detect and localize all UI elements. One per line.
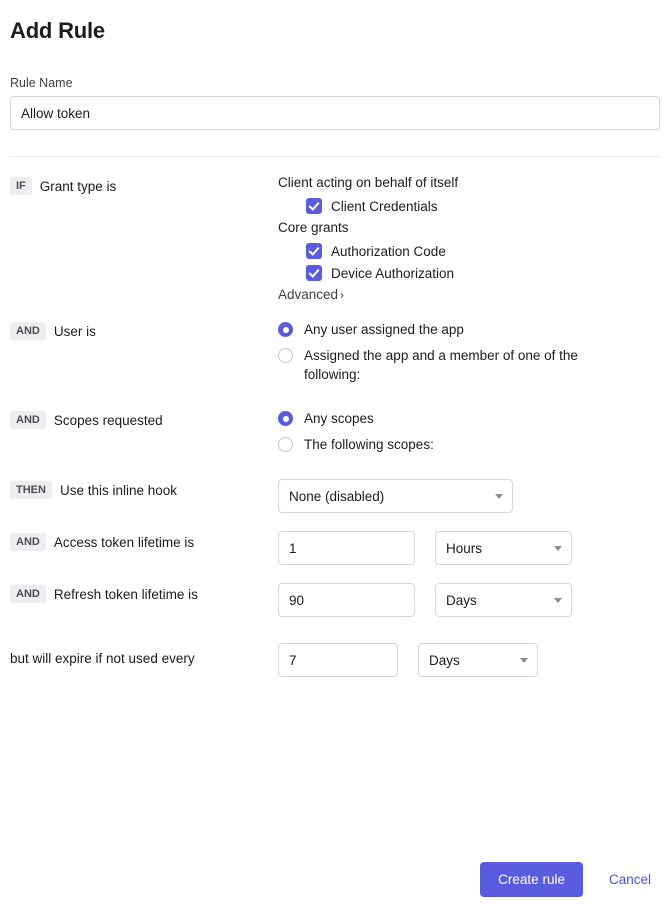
checkbox-icon[interactable] xyxy=(306,265,322,281)
grant-group-label-core: Core grants xyxy=(278,220,349,235)
page-title: Add Rule xyxy=(10,18,105,43)
add-rule-page xyxy=(0,10,667,911)
form-footer xyxy=(480,862,657,897)
grant-type-condition-label xyxy=(10,175,278,196)
advanced-toggle[interactable] xyxy=(278,287,657,302)
inline-hook-values xyxy=(278,479,657,513)
chip-and: AND xyxy=(10,322,46,340)
access-token-text: Access token lifetime is xyxy=(53,535,195,550)
chevron-down-icon xyxy=(554,546,562,551)
radio-label: Any user assigned the app xyxy=(304,322,464,337)
cancel-button[interactable]: Cancel xyxy=(603,871,657,888)
inline-hook-condition-label xyxy=(10,479,278,500)
expire-unit-select[interactable] xyxy=(418,643,538,677)
checkbox-label: Authorization Code xyxy=(331,243,446,259)
access-token-unit-value: Hours xyxy=(446,540,483,556)
radio-label: Any scopes xyxy=(304,411,374,426)
inline-hook-select[interactable] xyxy=(278,479,513,513)
refresh-token-unit-select[interactable] xyxy=(435,583,572,617)
chevron-down-icon xyxy=(495,494,503,499)
chevron-down-icon xyxy=(520,658,528,663)
section-divider xyxy=(10,156,660,157)
radio-following-scopes[interactable] xyxy=(278,435,657,454)
chip-and: AND xyxy=(10,411,46,429)
inline-hook-selected-value: None (disabled) xyxy=(289,488,385,504)
refresh-token-lifetime-input[interactable] xyxy=(278,583,415,617)
checkbox-icon[interactable] xyxy=(306,198,322,214)
checkbox-client-credentials[interactable] xyxy=(306,198,657,214)
create-rule-button[interactable]: Create rule xyxy=(480,862,583,897)
radio-label: Assigned the app and a member of one of the following: xyxy=(304,348,578,382)
radio-assigned-member[interactable] xyxy=(278,346,657,384)
grant-type-values xyxy=(278,175,657,302)
condition-row-refresh-token xyxy=(10,583,657,617)
radio-icon[interactable] xyxy=(278,437,293,452)
chevron-down-icon xyxy=(554,598,562,603)
condition-row-user xyxy=(10,320,657,391)
inline-hook-text: Use this inline hook xyxy=(59,483,178,498)
chip-if: IF xyxy=(10,177,32,195)
radio-icon[interactable] xyxy=(278,322,293,337)
access-token-values xyxy=(278,531,657,565)
radio-icon[interactable] xyxy=(278,411,293,426)
scopes-text: Scopes requested xyxy=(53,413,163,428)
user-text: User is xyxy=(53,324,96,339)
checkbox-label: Device Authorization xyxy=(331,265,455,281)
scopes-condition-label xyxy=(10,409,278,430)
checkbox-authorization-code[interactable] xyxy=(306,243,657,259)
condition-row-scopes xyxy=(10,409,657,461)
rule-name-label: Rule Name xyxy=(10,76,73,90)
chip-and: AND xyxy=(10,585,46,603)
rule-name-input[interactable] xyxy=(10,96,660,130)
access-token-lifetime-input[interactable] xyxy=(278,531,415,565)
access-token-condition-label xyxy=(10,531,278,552)
expire-unit-value: Days xyxy=(429,652,460,668)
condition-row-access-token xyxy=(10,531,657,565)
access-token-unit-select[interactable] xyxy=(435,531,572,565)
condition-row-inline-hook xyxy=(10,479,657,513)
checkbox-device-authorization[interactable] xyxy=(306,265,657,281)
chevron-right-icon: › xyxy=(340,288,345,302)
user-condition-label xyxy=(10,320,278,341)
expire-label: but will expire if not used every xyxy=(10,651,195,666)
radio-any-user[interactable] xyxy=(278,320,657,339)
checkbox-icon[interactable] xyxy=(306,243,322,259)
grant-type-text: Grant type is xyxy=(39,179,117,194)
advanced-label: Advanced xyxy=(278,287,339,302)
radio-label: The following scopes: xyxy=(304,437,434,452)
refresh-token-unit-value: Days xyxy=(446,592,477,608)
scopes-values xyxy=(278,409,657,461)
refresh-token-condition-label xyxy=(10,583,278,604)
chip-then: THEN xyxy=(10,481,52,499)
chip-and: AND xyxy=(10,533,46,551)
expire-value-input[interactable] xyxy=(278,643,398,677)
user-values xyxy=(278,320,657,391)
radio-any-scopes[interactable] xyxy=(278,409,657,428)
radio-icon[interactable] xyxy=(278,348,293,363)
refresh-token-text: Refresh token lifetime is xyxy=(53,587,198,602)
expire-values xyxy=(278,643,538,677)
checkbox-label: Client Credentials xyxy=(331,198,438,214)
condition-row-grant-type xyxy=(10,175,657,302)
grant-group-label-client: Client acting on behalf of itself xyxy=(278,175,459,190)
refresh-token-values xyxy=(278,583,657,617)
expire-row xyxy=(10,643,657,677)
